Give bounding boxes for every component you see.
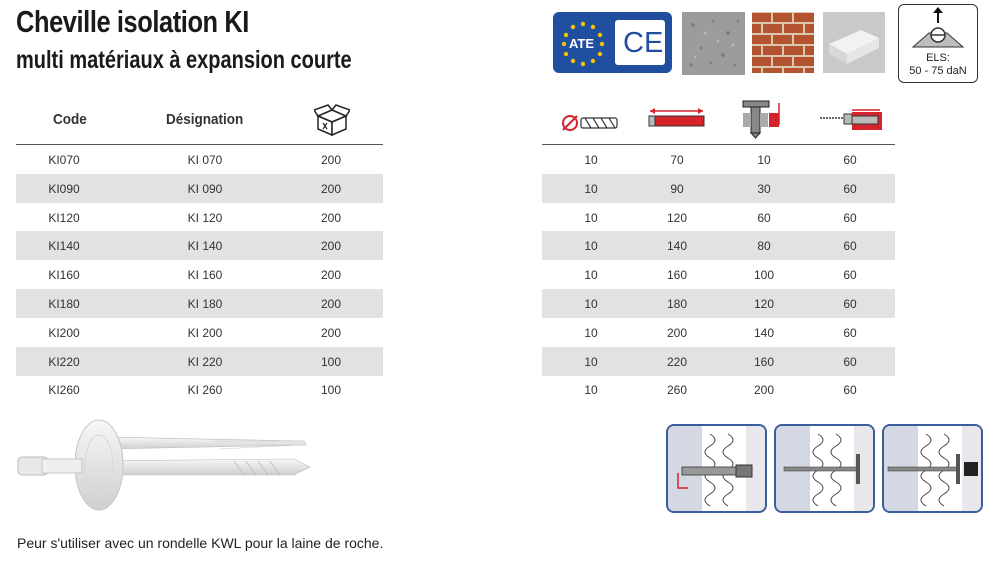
cell-qty: 100 [320,383,342,398]
cell-d: 10 [584,383,598,398]
install-step-drill-panel [666,424,767,513]
cell-l: 220 [666,354,688,369]
cell-t: 100 [753,268,775,283]
cell-t: 30 [757,181,771,196]
table-row [542,231,895,260]
cell-d: 10 [584,239,598,254]
cell-designation: KI 200 [187,325,223,340]
cell-code: KI120 [48,210,80,225]
cell-e: 60 [843,325,857,340]
cell-t: 120 [753,297,775,311]
table-row [542,375,895,404]
cell-d: 10 [584,210,598,225]
cell-e: 60 [843,239,857,254]
table-row [16,174,383,203]
table-row [542,145,895,174]
cell-code: KI220 [48,354,80,369]
cell-designation: KI 120 [187,210,223,225]
ate-ce-badge [553,12,672,73]
table-row [16,203,383,232]
cell-d: 10 [584,325,598,340]
insulation-anchor-product-image [14,415,314,515]
table-row [16,231,383,260]
cell-qty: 200 [320,153,342,167]
length-icon [647,108,707,130]
cell-e: 60 [843,181,857,196]
page-title: Cheville isolation KI [16,4,249,39]
cell-l: 260 [666,383,688,398]
concrete-material-icon [682,12,745,75]
cell-l: 200 [666,325,688,340]
cell-l: 90 [670,181,684,196]
cell-d: 10 [584,297,598,311]
cell-qty: 100 [320,354,342,369]
table-row [542,318,895,347]
table-row [16,260,383,289]
cell-code: KI140 [48,239,80,254]
usage-note: Peur s'utiliser avec un rondelle KWL pour la laine de roche. [17,535,384,551]
cell-code: KI070 [48,153,80,167]
cell-qty: 200 [320,268,342,283]
cell-designation: KI 070 [187,153,223,167]
cell-t: 140 [753,325,775,340]
cell-e: 60 [843,210,857,225]
cell-qty: 200 [320,210,342,225]
pull-load-icon [899,5,977,55]
cell-e: 60 [843,153,857,167]
cell-code: KI260 [48,383,80,398]
cell-d: 10 [584,153,598,167]
brick-material-icon [752,12,814,73]
els-value: 50 - 75 daN [909,65,967,77]
cell-designation: KI 160 [187,268,223,283]
cell-l: 160 [666,268,688,283]
cell-qty: 200 [320,181,342,196]
table-row [542,260,895,289]
column-header-code: Code [53,111,87,128]
table-row [542,174,895,203]
cell-d: 10 [584,354,598,369]
cell-l: 70 [670,153,684,167]
table-row [16,289,383,318]
column-header-designation: Désignation [166,111,244,128]
page-subtitle: multi matériaux à expansion courte [16,46,352,74]
cell-l: 140 [666,239,688,254]
cell-d: 10 [584,181,598,196]
table-row [16,375,383,404]
table-row [542,203,895,232]
table-row [542,347,895,376]
table-row [16,318,383,347]
cell-designation: KI 180 [187,297,223,311]
table-row [542,289,895,318]
cell-code: KI090 [48,181,80,196]
aerated-block-material-icon [823,12,885,73]
ate-label: ATE [569,36,595,51]
cell-designation: KI 260 [187,383,223,398]
cell-designation: KI 220 [187,354,223,369]
load-els-badge [898,4,978,83]
els-label: ELS: [926,52,950,64]
cell-l: 120 [666,210,688,225]
anchorage-depth-icon [818,108,884,134]
table-row [16,145,383,174]
ce-mark: CE [623,27,664,59]
cell-code: KI160 [48,268,80,283]
package-icon [314,104,350,136]
cell-code: KI200 [48,325,80,340]
cell-t: 60 [757,210,771,225]
cell-designation: KI 140 [187,239,223,254]
cell-t: 200 [753,383,775,398]
install-step-insert-panel [774,424,875,513]
cell-e: 60 [843,297,857,311]
cell-t: 160 [753,354,775,369]
cell-t: 10 [757,153,771,167]
install-step-hammer-panel [882,424,983,513]
insulation-thickness-icon [741,99,783,139]
cell-d: 10 [584,268,598,283]
cell-code: KI180 [48,297,80,311]
cell-qty: 200 [320,297,342,311]
drill-diameter-icon [561,113,619,133]
cell-designation: KI 090 [187,181,223,196]
table-row [16,347,383,376]
cell-l: 180 [666,297,688,311]
cell-t: 80 [757,239,771,254]
cell-e: 60 [843,268,857,283]
cell-qty: 200 [320,239,342,254]
cell-e: 60 [843,383,857,398]
cell-e: 60 [843,354,857,369]
cell-qty: 200 [320,325,342,340]
